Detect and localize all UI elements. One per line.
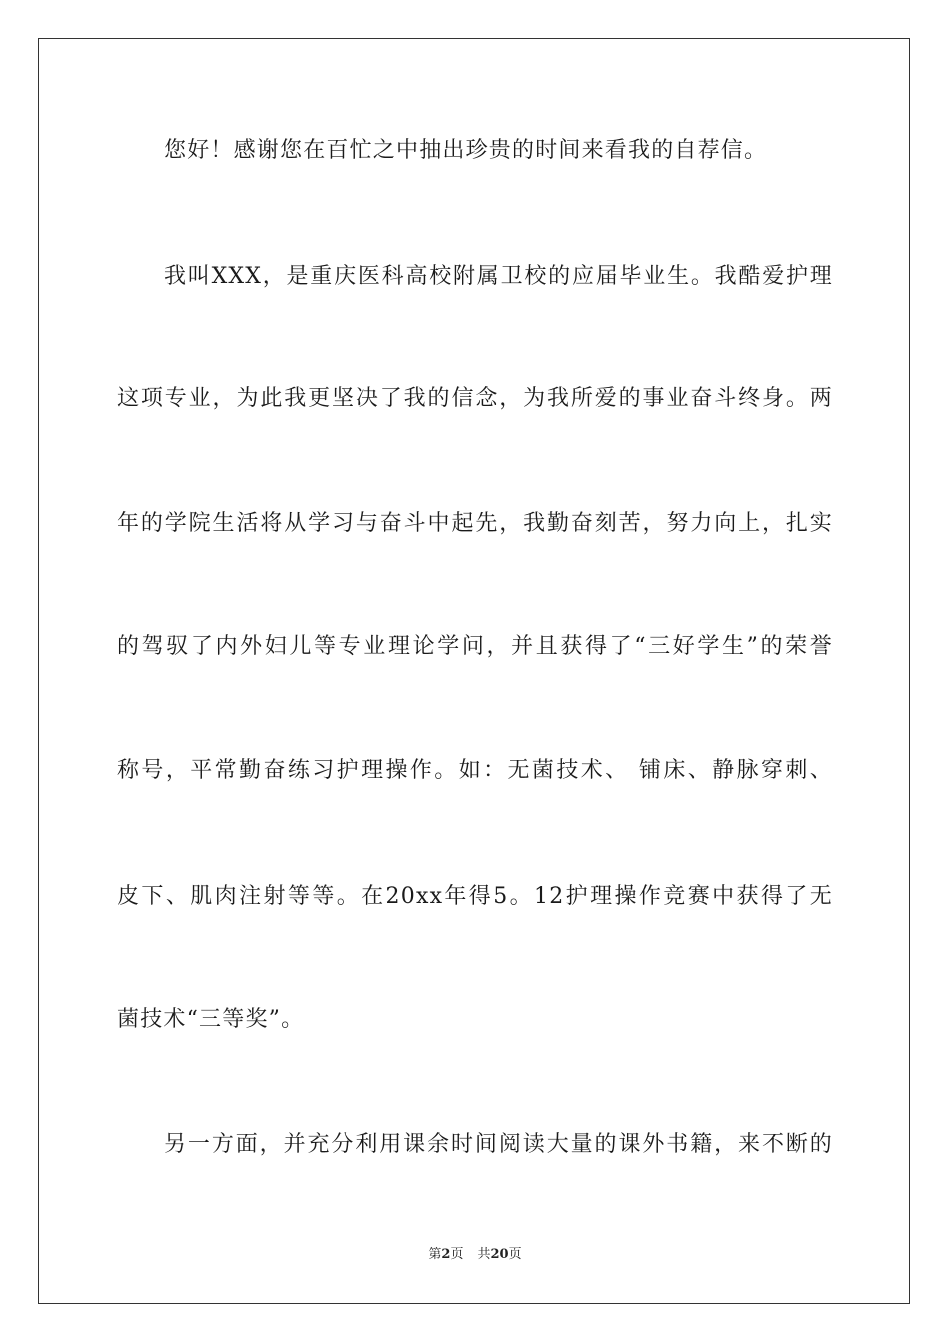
paragraph-2-line-5: 称号，平常勤奋练习护理操作。如：无菌技术、 铺床、静脉穿刺、 — [117, 758, 833, 783]
paragraph-2-line-7: 菌技术“三等奖”。 — [117, 1007, 305, 1032]
paragraph-2-line-6: 皮下、肌肉注射等等。在20xx年得5。12护理操作竞赛中获得了无 — [117, 884, 833, 909]
page-prefix: 第 — [428, 1247, 442, 1262]
total-suffix: 页 — [508, 1247, 522, 1262]
page-footer — [0, 1246, 950, 1264]
paragraph-2-line-4: 的驾驭了内外妇儿等专业理论学问，并且获得了“三好学生”的荣誉 — [117, 634, 833, 659]
page-suffix: 页 — [450, 1247, 464, 1262]
paragraph-2-line-2: 这项专业，为此我更坚决了我的信念，为我所爱的事业奋斗终身。两 — [117, 386, 833, 411]
paragraph-2-line-3: 年的学院生活将从学习与奋斗中起先，我勤奋刻苦，努力向上，扎实 — [117, 511, 833, 536]
page-border — [38, 38, 910, 1304]
paragraph-2-line-1: 我叫XXX，是重庆医科高校附属卫校的应届毕业生。我酷爱护理 — [164, 264, 833, 289]
current-page-number: 2 — [441, 1247, 451, 1262]
total-pages-number: 20 — [490, 1247, 509, 1262]
greeting-line: 您好！感谢您在百忙之中抽出珍贵的时间来看我的自荐信。 — [164, 138, 768, 163]
total-prefix: 共 — [477, 1247, 491, 1262]
paragraph-3-line-1: 另一方面，并充分利用课余时间阅读大量的课外书籍，来不断的 — [164, 1132, 833, 1157]
